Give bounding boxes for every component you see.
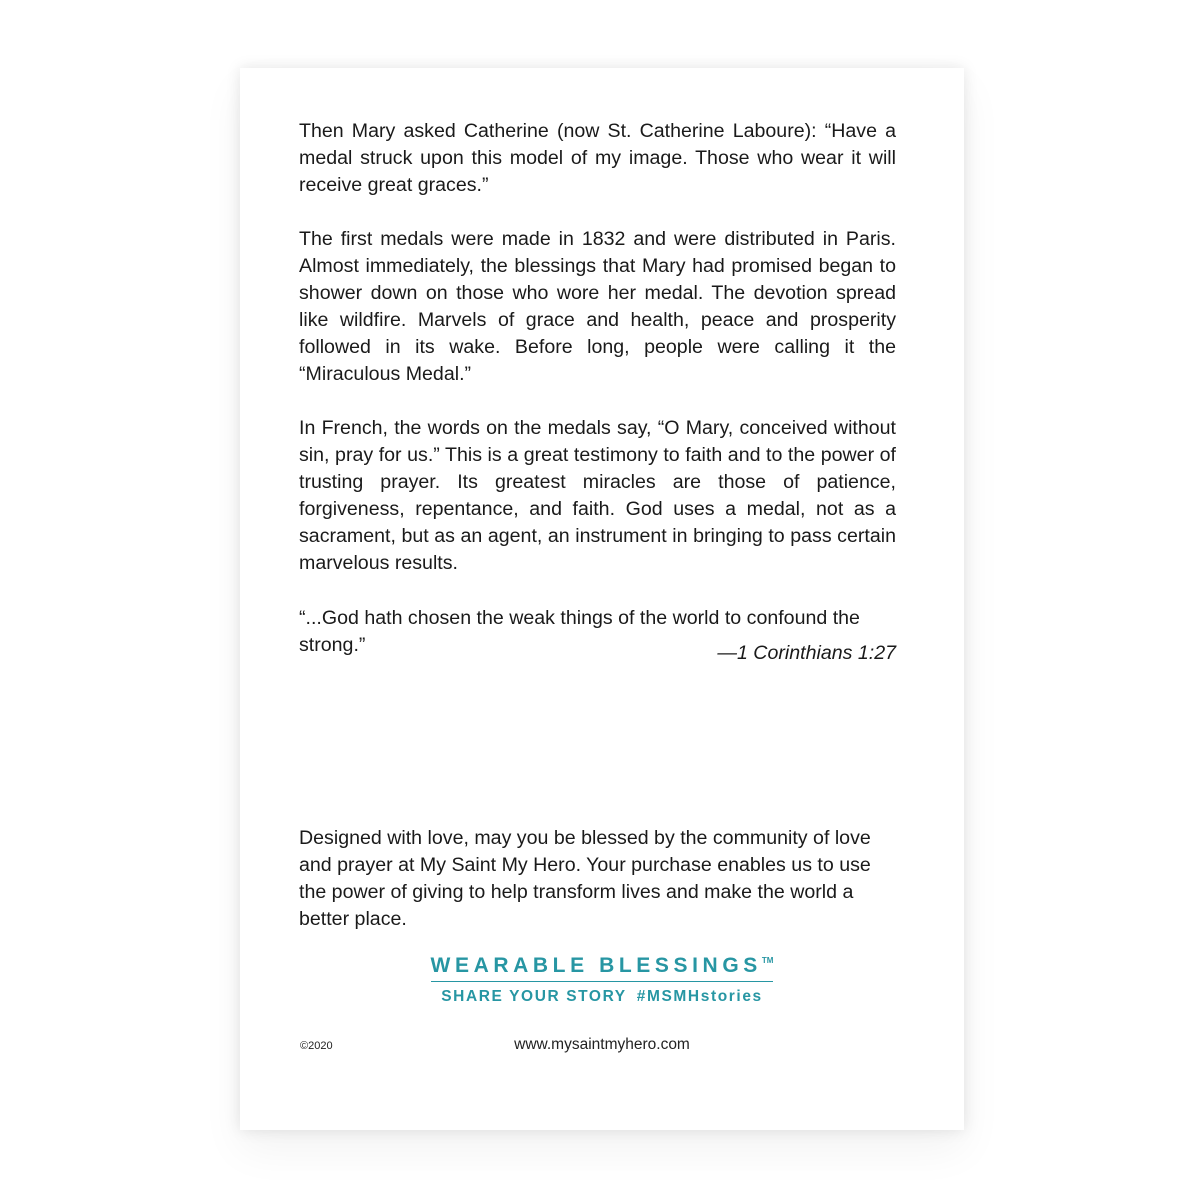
paragraph-designed-with-love: Designed with love, may you be blessed by the community of love and prayer at My Saint My Hero. Your purchase enables us to use the power of giving to help transform lives and make the world a better place. — [299, 827, 871, 930]
paragraph-french-words: In French, the words on the medals say, “O Mary, conceived without sin, pray for us.” This is a great testimony to faith and to the power of trusting prayer. Its greatest miracles are those of patience, forgiveness, repentance, and faith. God uses a medal, not as a sacrament, but as an agent, an instrument in bringing to pass certain marvelous results. — [299, 417, 896, 574]
website-url: www.mysaintmyhero.com — [514, 1036, 690, 1053]
brand-title-text: WEARABLE BLESSINGS — [430, 954, 762, 977]
printed-card — [240, 68, 964, 1130]
hashtag-text: #MSMHstories — [636, 988, 763, 1005]
paragraph-apparition: Then Mary asked Catherine (now St. Catherine Laboure): “Have a medal struck upon this model of my image. Those who wear it will receive great graces.” — [299, 120, 896, 196]
brand-logo — [240, 954, 964, 982]
brand-tagline — [240, 988, 964, 1006]
paragraph-first-medals: The first medals were made in 1832 and were distributed in Paris. Almost immediately, the blessings that Mary had promised began to shower down on those who wore her medal. The devotion spread like wildfire. Marvels of grace and health, peace and prosperity followed in its wake. Before long, people were calling it the “Miraculous Medal.” — [299, 228, 896, 385]
scripture-quote: “...God hath chosen the weak things of the world to confound the strong.” — [299, 607, 860, 656]
scripture-citation: —1 Corinthians 1:27 — [717, 642, 896, 664]
brand-title — [431, 954, 774, 982]
trademark-mark: TM — [761, 956, 774, 965]
share-your-story-text: SHARE YOUR STORY — [441, 988, 627, 1005]
copyright-notice: ©2020 — [300, 1040, 333, 1052]
